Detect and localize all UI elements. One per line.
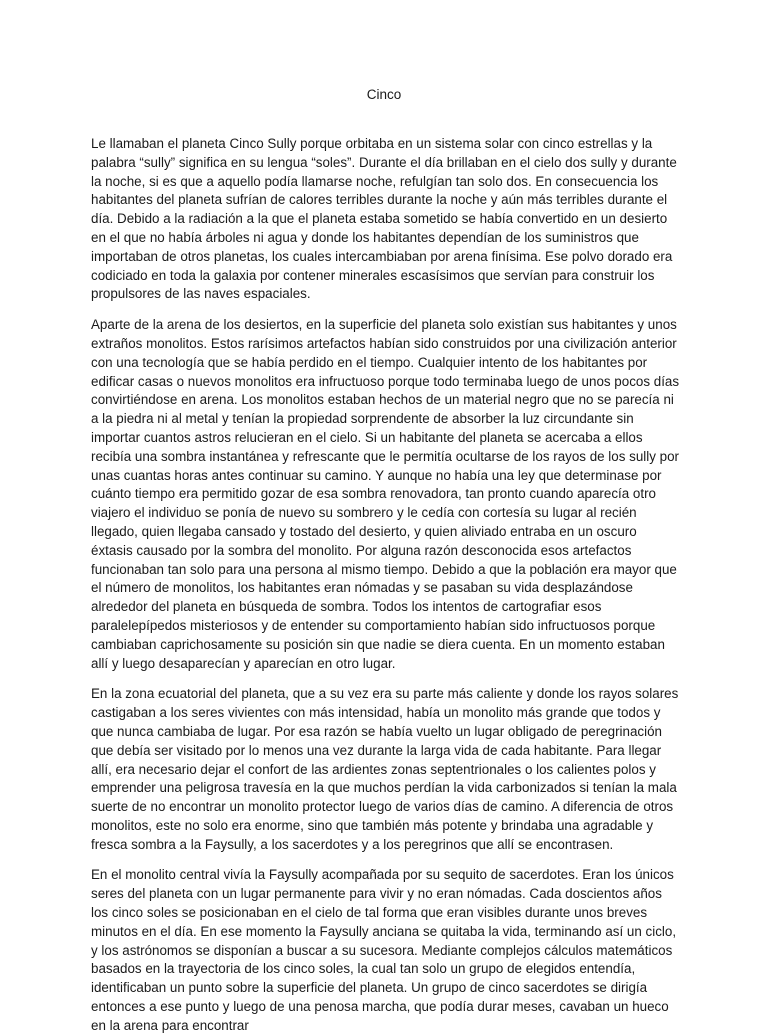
paragraph-4: En el monolito central vivía la Faysully acompañada por su sequito de sacerdotes. Eran los únicos seres del planeta con un lugar permanente para vivir y no eran nómadas. Cada doscientos años los cinco soles se posicionaban en el cielo de tal forma que eran visibles durante unos breves minutos en el día. En ese momento la Faysully anciana se quitaba la vida, terminando así un ciclo, y los astrónomos se disponían a buscar a su sucesora. Mediante complejos cálculos matemáticos basados en la trayectoria de los cinco soles, la cual tan solo un grupo de elegidos entendía, identificaban un punto sobre la superficie del planeta. Un grupo de cinco sacerdotes se dirigía entonces a ese punto y luego de una penosa marcha, que podía durar meses, cavaban un hueco en la arena para encontrar: [91, 867, 677, 1033]
paragraph-3: En la zona ecuatorial del planeta, que a su vez era su parte más caliente y donde los rayos solares castigaban a los seres vivientes con más intensidad, había un monolito más grande que todos y que nunca cambiaba de lugar. Por esa razón se había vuelto un lugar obligado de peregrinación que debía ser visitado por lo menos una vez durante la larga vida de cada habitante. Para llegar allí, era necesario dejar el confort de las ardientes zonas septentrionales o los calientes polos y emprender una peligrosa travesía en la que muchos perdían la vida carbonizados si tenían la mala suerte de no encontrar un monolito protector luego de varios días de camino. A diferencia de otros monolitos, este no solo era enorme, sino que también más potente y brindaba una agradable y fresca sombra a la Faysully, a los sacerdotes y a los peregrinos que allí se encontrasen.: [91, 686, 679, 852]
page-title: Cinco: [366, 87, 402, 102]
paragraph-1: Le llamaban el planeta Cinco Sully porque orbitaba en un sistema solar con cinco estrellas y la palabra “sully” significa en su lengua “soles”. Durante el día brillaban en el cielo dos sully y durante la noche, si es que a aquello podía llamarse noche, refulgían tan solo dos. En consecuencia los habitantes del planeta sufrían de calores terribles durante la noche y aún más terribles durante el día. Debido a la radiación a la que el planeta estaba sometido se había convertido en un desierto en el que no había árboles ni agua y donde los habitantes dependían de los suministros que importaban de otros planetas, los cuales intercambiaban por arena finísima. Ese polvo dorado era codiciado en toda la galaxia por contener minerales escasísimos que servían para construir los propulsores de las naves espaciales.: [91, 136, 677, 302]
paragraph-2: Aparte de la arena de los desiertos, en la superficie del planeta solo existían sus habitantes y unos extraños monolitos. Estos rarísimos artefactos habían sido construidos por una civilización anterior con una tecnología que se había perdido en el tiempo. Cualquier intento de los habitantes por edificar casas o nuevos monolitos era infructuoso porque todo terminaba luego de unos pocos días convirtiéndose en arena. Los monolitos estaban hechos de un material negro que no se parecía ni a la piedra ni al metal y tenían la propiedad sorprendente de absorber la luz circundante sin importar cuantos astros relucieran en el cielo. Si un habitante del planeta se acercaba a ellos recibía una sombra instantánea y refrescante que le permitía ocultarse de los rayos de los sully por unas cuantas horas antes continuar su camino. Y aunque no había una ley que determinase por cuánto tiempo era permitido gozar de esa sombra renovadora, tan pronto cuando aparecía otro viajero el individuo se ponía de nuevo su sombrero y le cedía con cortesía su lugar al recién llegado, quien llegaba cansado y tostado del desierto, y quien aliviado entraba en un oscuro éxtasis causado por la sombra del monolito. Por alguna razón desconocida esos artefactos funcionaban tan solo para una persona al mismo tiempo. Debido a que la población era mayor que el número de monolitos, los habitantes eran nómadas y se pasaban su vida desplazándose alrededor del planeta en búsqueda de sombra. Todos los intentos de cartografiar esos paralelepípedos misteriosos y de entender su comportamiento habían sido infructuosos porque cambiaban caprichosamente su posición sin que nadie se diera cuenta. En un momento estaban allí y luego desaparecían y aparecían en otro lugar.: [91, 317, 680, 671]
document-body: [91, 135, 681, 1036]
